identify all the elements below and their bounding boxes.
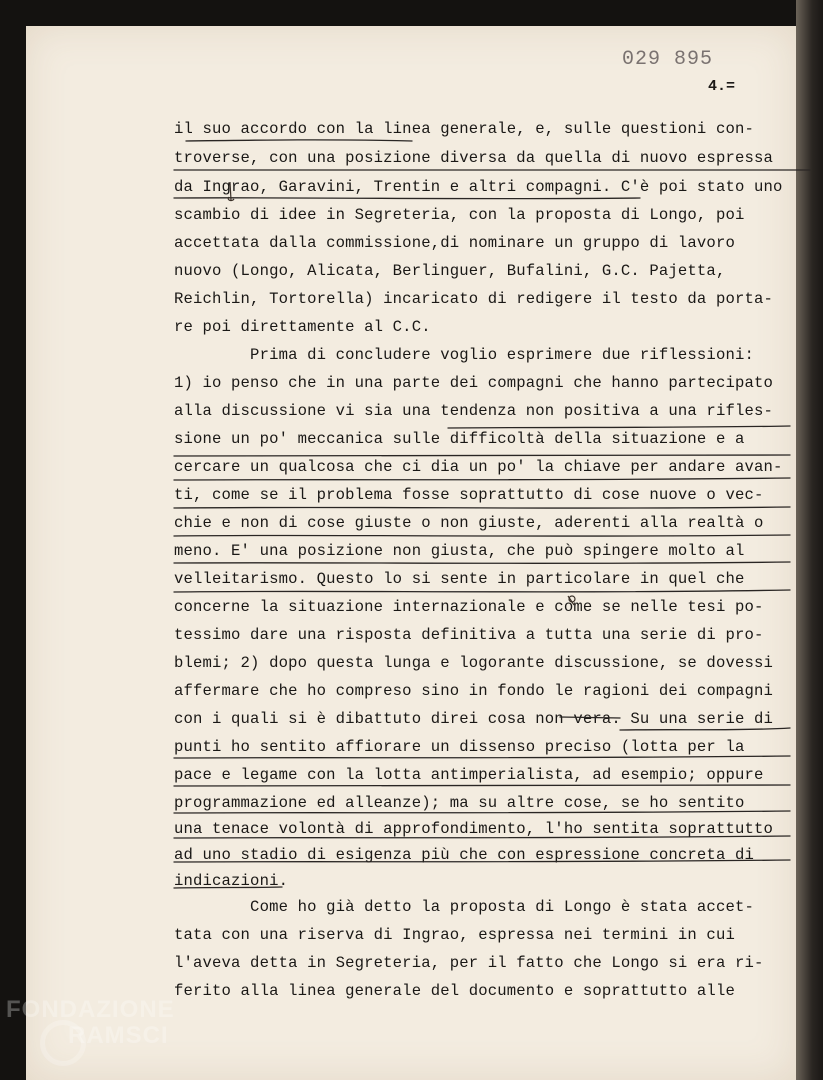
- text-line: re poi direttamente al C.C.: [174, 318, 431, 336]
- text-line: ferito alla linea generale del documento e soprattutto alle: [174, 982, 735, 1000]
- archive-number: 029 895: [622, 48, 714, 71]
- text-line: chie e non di cose giuste o non giuste, aderenti alla realtà o: [174, 514, 764, 532]
- text-line: concerne la situazione internazionale e come se nelle tesi po-: [174, 598, 764, 616]
- text-line: affermare che ho compreso sino in fondo le ragioni dei compagni: [174, 682, 773, 700]
- text-line: nuovo (Longo, Alicata, Berlinguer, Bufalini, G.C. Pajetta,: [174, 262, 726, 280]
- text-line: pace e legame con la lotta antimperialista, ad esempio; oppure: [174, 766, 764, 784]
- text-line: il suo accordo con la linea generale, e, sulle questioni con-: [174, 120, 754, 138]
- text-line: sione un po' meccanica sulle difficoltà della situazione e a: [174, 430, 745, 448]
- text-line: blemi; 2) dopo questa lunga e logorante discussione, se dovessi: [174, 654, 773, 672]
- watermark-line-2: RAMSCI: [68, 1022, 169, 1049]
- text-line: cercare un qualcosa che ci dia un po' la chiave per andare avan-: [174, 458, 783, 476]
- text-line: tata con una riserva di Ingrao, espressa nei termini in cui: [174, 926, 735, 944]
- text-line: Prima di concludere voglio esprimere due riflessioni:: [174, 346, 754, 364]
- text-line: ti, come se il problema fosse soprattutto di cose nuove o vec-: [174, 486, 764, 504]
- text-line: Reichlin, Tortorella) incaricato di redigere il testo da porta-: [174, 290, 773, 308]
- text-line: accettata dalla commissione,di nominare un gruppo di lavoro: [174, 234, 735, 252]
- text-line: programmazione ed alleanze); ma su altre cose, se ho sentito: [174, 794, 745, 812]
- text-line: Come ho già detto la proposta di Longo è stata accet-: [174, 898, 754, 916]
- text-line: ad uno stadio di esigenza più che con espressione concreta di: [174, 846, 754, 864]
- text-line: tessimo dare una risposta definitiva a tutta una serie di pro-: [174, 626, 764, 644]
- text-line: alla discussione vi sia una tendenza non positiva a una rifles-: [174, 402, 773, 420]
- text-line: una tenace volontà di approfondimento, l'ho sentita soprattutto: [174, 820, 773, 838]
- text-line: meno. E' una posizione non giusta, che può spingere molto al: [174, 542, 745, 560]
- text-line: 1) io penso che in una parte dei compagni che hanno partecipato: [174, 374, 773, 392]
- page-number: 4.=: [708, 78, 736, 95]
- text-line: velleitarismo. Questo lo si sente in particolare in quel che: [174, 570, 745, 588]
- text-line: troverse, con una posizione diversa da quella di nuovo espressa: [174, 149, 773, 167]
- text-line: l'aveva detta in Segreteria, per il fatto che Longo si era ri-: [174, 954, 764, 972]
- watermark-line-1: FONDAZIONE: [6, 996, 175, 1023]
- text-line: da Ingrao, Garavini, Trentin e altri compagni. C'è poi stato uno: [174, 178, 783, 196]
- text-line: scambio di idee in Segreteria, con la proposta di Longo, poi: [174, 206, 745, 224]
- text-line: punti ho sentito affiorare un dissenso preciso (lotta per la: [174, 738, 745, 756]
- text-line: indicazioni.: [174, 872, 289, 890]
- archive-watermark: [6, 996, 216, 1080]
- text-line: con i quali si è dibattuto direi cosa non vera. Su una serie di: [174, 710, 773, 728]
